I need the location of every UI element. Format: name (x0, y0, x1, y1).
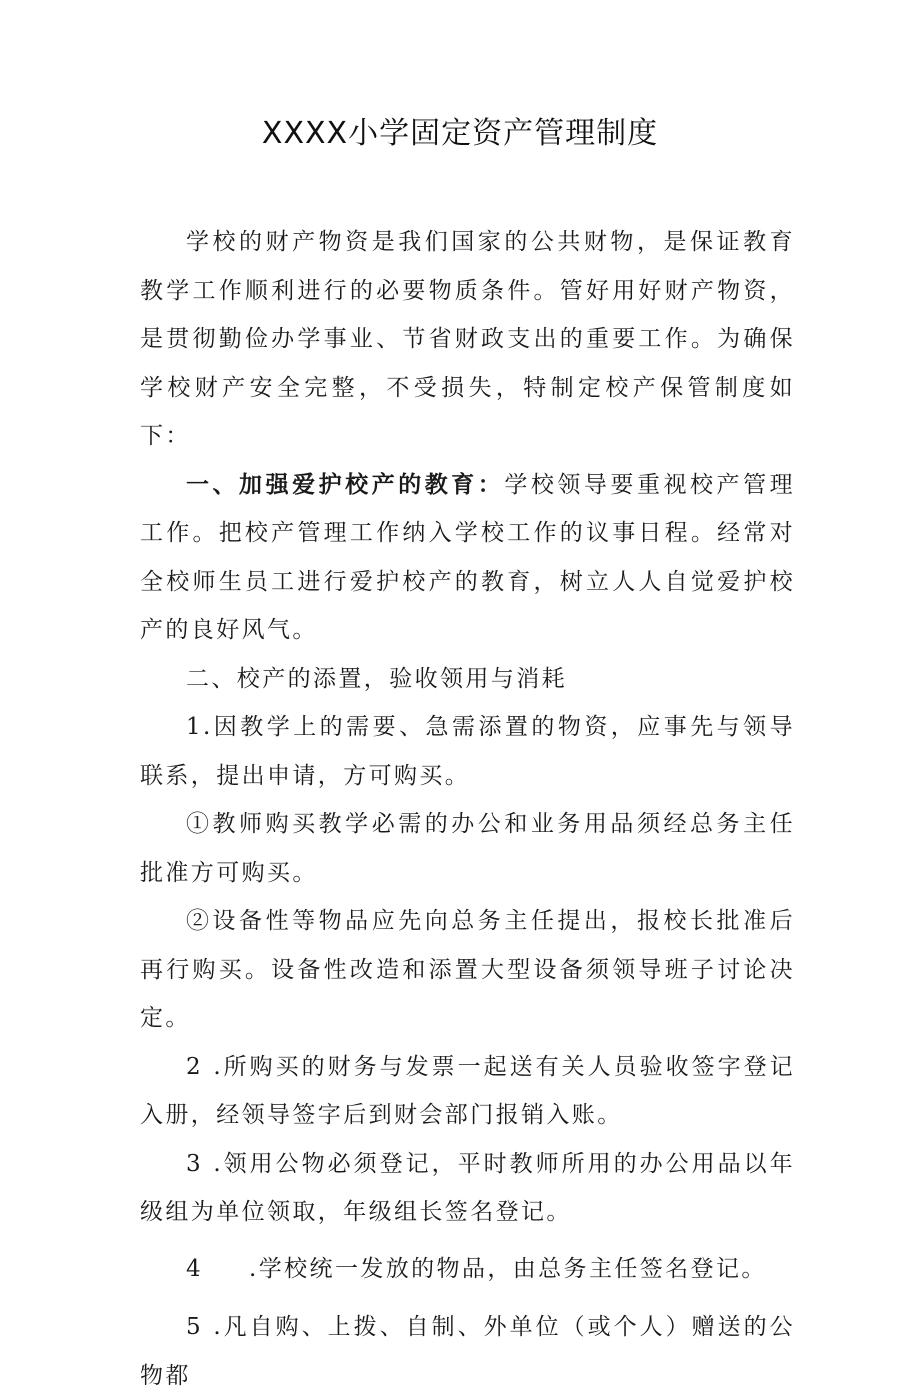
paragraph-item-4 (140, 1245, 795, 1294)
paragraph-item-2: 2 .所购买的财务与发票一起送有关人员验收签字登记入册，经领导签字后到财会部门报销入账。 (140, 1053, 795, 1128)
paragraph-item-1a: ①教师购买教学必需的办公和业务用品须经总务主任批准方可购买。 (140, 811, 795, 886)
section-1-heading: 一、加强爱护校产的教育： (186, 471, 505, 498)
item-4-text: .学校统一发放的物品，由总务主任签名登记。 (249, 1255, 767, 1282)
document-title: XXXX小学固定资产管理制度 (261, 116, 659, 151)
paragraph-item-1b: ②设备性等物品应先向总务主任提出，报校长批准后再行购买。设备性改造和添置大型设备须领导班子讨论决定。 (140, 908, 795, 1031)
section-2-heading: 二、校产的添置，验收领用与消耗 (186, 665, 567, 692)
document-body (140, 218, 795, 1400)
paragraph-item-5: 5 .凡自购、上拨、自制、外单位（或个人）赠送的公物都 (140, 1314, 795, 1389)
paragraph-item-3: 3 .领用公物必须登记，平时教师所用的办公用品以年级组为单位领取，年级组长签名登记。 (140, 1150, 795, 1225)
paragraph-section-1 (140, 461, 795, 655)
item-4-number: 4 (186, 1255, 204, 1282)
paragraph-item-1: 1.因教学上的需要、急需添置的物资，应事先与领导联系，提出申请，方可购买。 (140, 714, 795, 789)
paragraph-intro: 学校的财产物资是我们国家的公共财物，是保证教育教学工作顺利进行的必要物质条件。管好用好财产物资，是贯彻勤俭办学事业、节省财政支出的重要工作。为确保学校财产安全完整，不受损失，特制定校产保管制度如下： (140, 229, 795, 449)
section-1-body: 学校领导要重视校产管理工作。把校产管理工作纳入学校工作的议事日程。经常对全校师生员工进行爱护校产的教育，树立人人自觉爱护校产的良好风气。 (140, 471, 795, 643)
